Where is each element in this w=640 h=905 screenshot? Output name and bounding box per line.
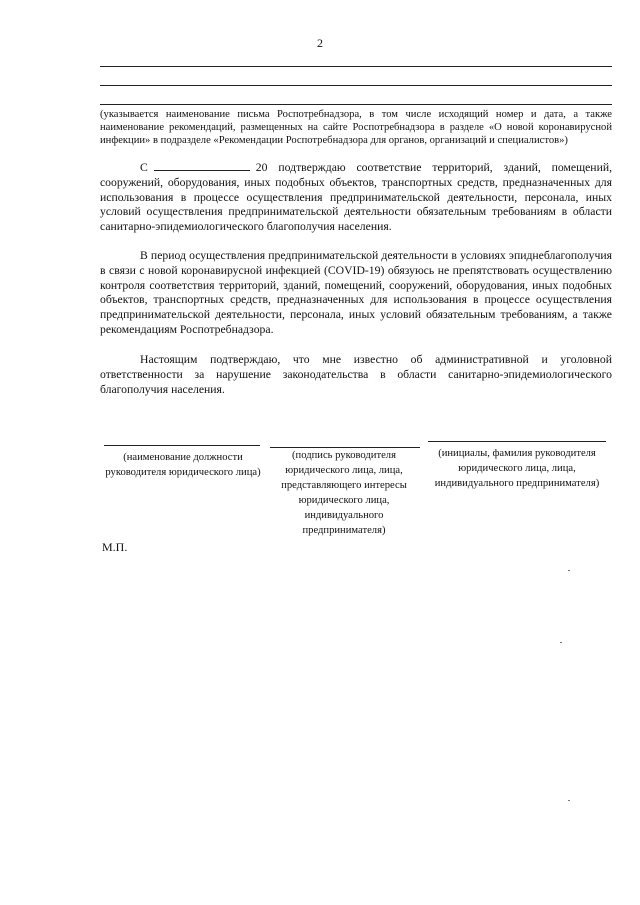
responsibility-text: Настоящим подтверждаю, что мне известно об административной и уголовной ответственности за нарушение законодательства в области санитарно-эпидемиологического благополучия населения. <box>100 353 612 396</box>
obligation-text: В период осуществления предпринимательской деятельности в условиях эпиднеблагополучия в связи с новой коронавирусной инфекцией (COVID-19) обязуюсь не препятствовать осуществлению контроля соответствия территорий, зданий, помещений, сооружений, оборудования, иных подобных объектов, транспортных средств, предназначенных для использования в процессе осуществления предпринимательской деятельности, персонала, иных условий обязательным требованиям, а также рекомендациям Роспотребнадзора. <box>100 249 612 336</box>
responsibility-paragraph <box>100 353 612 397</box>
obligation-paragraph <box>100 249 612 338</box>
scan-speck <box>568 800 570 801</box>
name-signature-line <box>428 441 606 442</box>
position-caption: (наименование должности руководителя юридического лица) <box>105 452 261 478</box>
date-blank <box>154 160 250 171</box>
position-signature-line <box>104 445 260 446</box>
confirmation-text: 20 подтверждаю соответствие территорий, зданий, помещений, сооружений, оборудования, иных подобных объектов, транспортных средств, предназначенных для использования в процессе осуществления предпринимательской деятельности, персонала, иных условий осуществления предпринимательской деятельности обязательным требованиям в области санитарно-эпидемиологического благополучия населения. <box>100 161 612 234</box>
fill-in-line-3 <box>100 104 612 105</box>
fill-in-line-2 <box>100 85 612 86</box>
name-caption: (инициалы, фамилия руководителя юридического лица, лица, индивидуального предпринимателя) <box>434 448 600 489</box>
date-prefix: С <box>140 161 148 174</box>
scan-speck <box>568 570 570 571</box>
fill-in-line-1 <box>100 66 612 67</box>
confirmation-paragraph <box>100 160 612 235</box>
scan-speck <box>560 642 562 643</box>
letter-reference-hint: (указывается наименование письма Роспотребнадзора, в том числе исходящий номер и дата, а также наименование рекомендаций, размещенных на сайте Роспотребнадзора в разделе «О новой коронавирусной инфекции» в подразделе «Рекомендации Роспотребнадзора для органов, организаций и специалистов») <box>100 109 612 146</box>
stamp-placeholder: М.П. <box>102 540 128 554</box>
signature-caption: (подпись руководителя юридического лица, лица, представляющего интересы юридического лица, индивидуального предпринимателя) <box>281 450 407 536</box>
page-number: 2 <box>317 36 323 50</box>
